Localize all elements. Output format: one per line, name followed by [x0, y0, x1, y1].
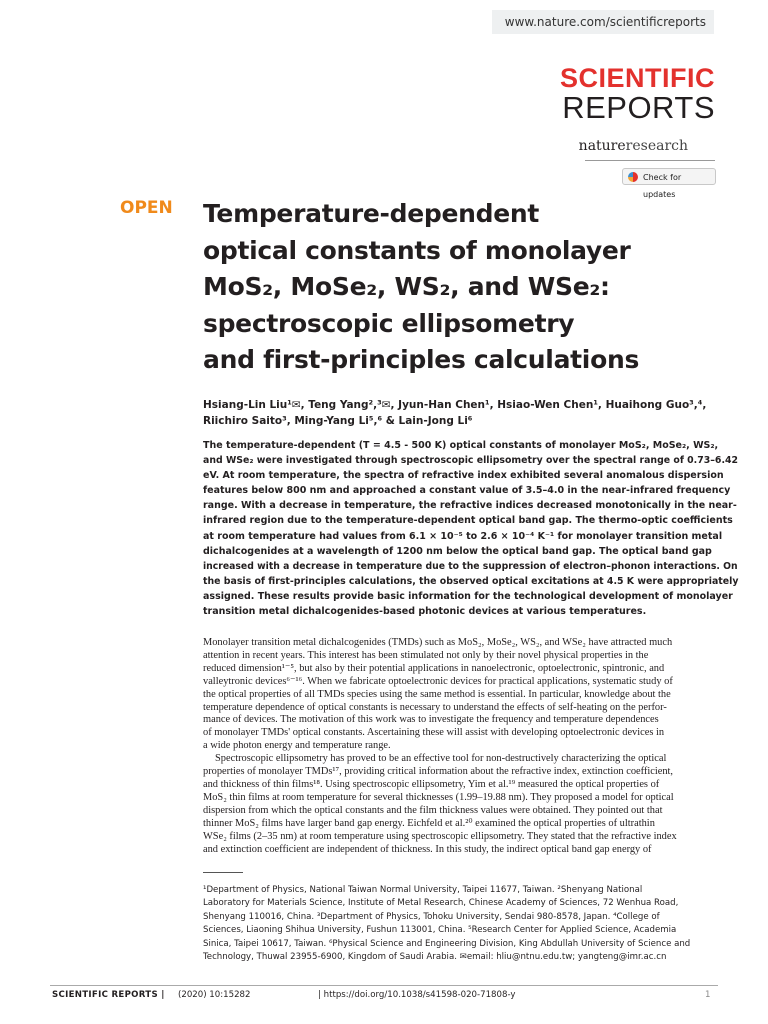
- body-line: temperature dependence of optical constants is necessary to understand the effects of self-heating on the perfor-: [203, 701, 667, 713]
- abstract-line: dichalcogenides at a wavelength of 1200 nm below the optical band gap. The optical band gap: [203, 545, 712, 557]
- affiliation-line[interactable]: Technology, Thuwal 23955-6900, Kingdom of Saudi Arabia. ✉email: hliu@ntnu.edu.tw; yangteng@imr.ac.cn: [203, 952, 667, 963]
- body-line: Spectroscopic ellipsometry has proved to be an effective tool for non-destructively characterizing the optical: [215, 753, 667, 765]
- body-line: thinner MoS₂ films have larger band gap energy. Eichfeld et al.²⁰ examined the optical properties of ultrathin: [203, 817, 655, 829]
- check-for-updates-button[interactable]: [622, 168, 716, 199]
- body-line: mance of devices. The motivation of this work was to investigate the frequency and temperature dependences: [203, 714, 659, 726]
- affiliation-line: Laboratory for Materials Science, Institute of Metal Research, Chinese Academy of Sciences, 72 Wenhua Road,: [203, 898, 679, 909]
- author-line[interactable]: Hsiang-Lin Liu¹✉, Teng Yang²,³✉, Jyun-Han Chen¹, Hsiao-Wen Chen¹, Huaihong Guo³,⁴,: [203, 399, 707, 411]
- abstract-line: features below 800 nm and approached a constant value of 3.5–4.0 in the near-infrared frequency: [203, 485, 731, 497]
- body-line: the optical properties of all TMDs species using the same method is essential. In particular, knowledge about the: [203, 688, 671, 700]
- publisher-logo: [579, 138, 688, 154]
- publisher-logo-research: research: [625, 138, 688, 154]
- title-line: spectroscopic ellipsometry: [203, 308, 575, 338]
- abstract-line: infrared region due to the temperature-dependent optical band gap. The thermo-optic coefficients: [203, 515, 733, 527]
- body-line: valleytronic devices⁶⁻¹⁶. When we fabricate optoelectronic devices for practical applications, systematic study of: [203, 675, 673, 687]
- footer-doi-link[interactable]: | https://doi.org/10.1038/s41598-020-71808-y: [318, 990, 516, 1000]
- brand-logo-scientific: SCIENTIFIC: [559, 63, 715, 93]
- body-line: attention in recent years. This interest has been stimulated not only by their novel physical properties in the: [203, 649, 649, 661]
- footer-citation: (2020) 10:15282: [178, 990, 251, 1000]
- body-line: and extinction coefficient are independent of thickness. In this study, the indirect optical band gap energy of: [203, 843, 652, 855]
- footer-divider: [50, 985, 718, 986]
- title-line: and first-principles calculations: [203, 345, 640, 374]
- abstract-line: transition metal dichalcogenides-based photonic devices at various temperatures.: [203, 606, 647, 618]
- affiliation-line: Sciences, Liaoning Shihua University, Fushun 113001, China. ⁵Research Center for Applied Science, Academia: [203, 925, 677, 936]
- abstract-line: increased with a decrease in temperature due to the suppression of electron–phonon interactions. On: [203, 560, 738, 572]
- body-text: [203, 637, 738, 856]
- body-line: and thickness of thin films¹⁸. Using spectroscopic ellipsometry, Yim et al.¹⁹ measured the optical properties of: [203, 778, 660, 790]
- title-line: Temperature-dependent: [203, 199, 539, 228]
- abstract-line: eV. At room temperature, the spectra of refractive index exhibited several anomalous dispersion: [203, 470, 724, 482]
- author-list[interactable]: [203, 397, 738, 429]
- affiliations: [203, 884, 738, 964]
- abstract-line: range. With a decrease in temperature, the refractive indices decreased monotonically in the near-: [203, 500, 737, 512]
- body-line: dispersion from which the optical constants and the film thickness values were obtained. They pointed out that: [203, 804, 663, 816]
- abstract-line: at room temperature had values from 6.1 × 10⁻⁵ to 2.6 × 10⁻⁴ K⁻¹ for monolayer transition metal: [203, 530, 723, 542]
- body-line: reduced dimension¹⁻⁵, but also by their potential applications in nanoelectronic, optoelectronic, spintronic, and: [203, 662, 665, 674]
- affiliation-line: Sinica, Taipei 10617, Taiwan. ⁶Physical Science and Engineering Division, King Abdullah University of Science and: [203, 938, 691, 949]
- affiliation-line: ¹Department of Physics, National Taiwan Normal University, Taipei 11677, Taiwan. ²Shenyang National: [203, 885, 643, 895]
- body-line: properties of monolayer TMDs¹⁷, providing critical information about the refractive index, extinction coefficient,: [203, 766, 674, 778]
- affiliation-line: Shenyang 110016, China. ³Department of Physics, Tohoku University, Sendai 980-8578, Japan. ⁴College of: [203, 911, 660, 922]
- abstract-line: and WSe₂ were investigated through spectroscopic ellipsometry over the spectral range of 0.73–6.42: [203, 455, 739, 467]
- body-line: of monolayer TMDs' optical constants. Ascertaining these will assist with developing optoelectronic devices in: [203, 727, 665, 739]
- abstract-line: The temperature-dependent (T = 4.5 - 500 K) optical constants of monolayer MoS₂, MoSe₂, WS₂,: [203, 440, 719, 451]
- page-number: 1: [705, 990, 711, 1000]
- body-line: Monolayer transition metal dichalcogenides (TMDs) such as MoS₂, MoSe₂, WS₂, and WSe₂ have attracted much: [203, 637, 673, 648]
- title-line: MoS₂, MoSe₂, WS₂, and WSe₂:: [203, 272, 610, 301]
- abstract: [203, 438, 738, 619]
- check-for-updates-label: Check for updates: [643, 173, 682, 199]
- header-divider: [585, 160, 715, 161]
- article-title: [203, 196, 733, 379]
- brand-logo-reports: REPORTS: [562, 90, 715, 125]
- title-line: optical constants of monolayer: [203, 235, 631, 265]
- author-line[interactable]: Riichiro Saito³, Ming-Yang Li⁵,⁶ & Lain-Jong Li⁶: [203, 415, 473, 427]
- publisher-logo-nature: nature: [578, 138, 626, 154]
- abstract-line: the basis of first-principles calculations, the observed optical excitations at 4.5 K were appropriately: [203, 575, 739, 587]
- journal-url[interactable]: www.nature.com/scientificreports: [492, 10, 714, 34]
- body-line: WSe₂ films (2–35 nm) at room temperature using spectroscopic ellipsometry. They stated that the refractive index: [203, 830, 677, 842]
- body-line: a wide photon energy and temperature range.: [203, 740, 391, 752]
- open-access-badge: OPEN: [120, 198, 173, 218]
- footer-journal: SCIENTIFIC REPORTS |: [52, 990, 165, 1000]
- body-line: MoS₂ thin films at room temperature for several thicknesses (1.99–19.88 nm). They proposed a model for optical: [203, 791, 674, 803]
- abstract-line: assigned. These results provide basic information for the technological development of monolayer: [203, 590, 733, 602]
- footnote-rule: [203, 872, 243, 873]
- crossmark-icon: [628, 172, 638, 182]
